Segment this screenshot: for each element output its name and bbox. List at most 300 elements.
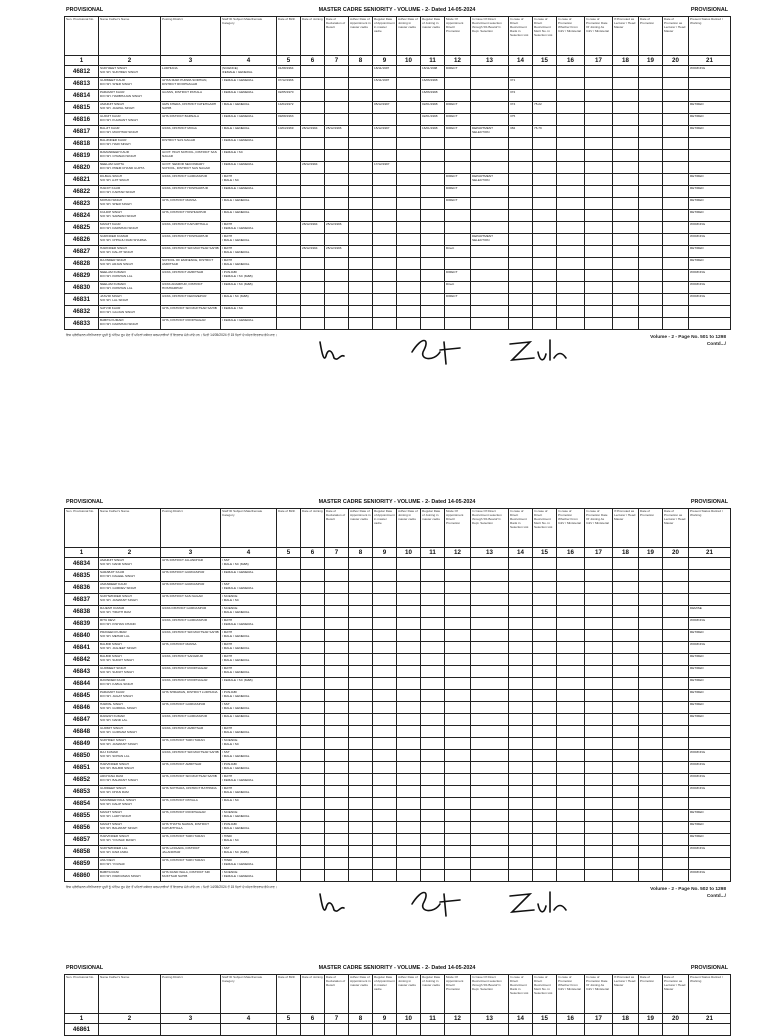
- cell-district: GSSS, DISTRICT SRI MUKTSAR SAHIB: [161, 246, 221, 258]
- page-header: [64, 4, 730, 16]
- cell-name: GURDEEP SINGH S/O SH. DHAN RAM: [99, 786, 161, 798]
- cell-staff: / PUNJABI / MALE / GENERAL: [221, 822, 277, 834]
- provisional-label-left: PROVISIONAL: [66, 965, 104, 971]
- table-row: [65, 222, 731, 234]
- cell-staff: / MALE / SC: [221, 798, 277, 810]
- cell-name: MANJIT KAUR D/O SH. DARSHAN SINGH: [99, 222, 161, 234]
- cell-merit: [533, 870, 557, 882]
- cell-reg-join: [421, 174, 445, 186]
- cell-sno: 46852: [65, 774, 99, 786]
- cell-sel: [471, 858, 509, 870]
- cell-promoted: [613, 306, 639, 318]
- cell-adhoc-appt: [349, 690, 373, 702]
- column-header: In case of Promotion Whether From C&V / Ministerial: [557, 975, 585, 1014]
- cell-adhoc-join: [397, 630, 421, 642]
- cell-merit: [533, 582, 557, 594]
- cell-cv-join: [585, 150, 613, 162]
- cell-adhoc-appt: [349, 138, 373, 150]
- cell-rank: [509, 582, 533, 594]
- cell-staff: / SCIENCE / MALE / SC: [221, 594, 277, 606]
- cell-staff: / SCIENCE / MALE / GENERAL: [221, 810, 277, 822]
- cell-merit: [533, 858, 557, 870]
- cell-cv-join: [585, 666, 613, 678]
- cell-dob: [277, 870, 301, 882]
- cell-status: RETIRED: [689, 246, 731, 258]
- cell-status: [689, 306, 731, 318]
- cell-dob: [277, 162, 301, 174]
- cell-dop: [639, 78, 663, 90]
- cell-cv-join: [585, 90, 613, 102]
- table-row: [65, 174, 731, 186]
- cell-dob: [277, 678, 301, 690]
- cell-rank: [509, 630, 533, 642]
- cell-from: [557, 810, 585, 822]
- signature-2: [404, 332, 474, 368]
- table-row: [65, 654, 731, 666]
- cell-reg-join: [421, 834, 445, 846]
- cell-merit: [533, 294, 557, 306]
- cell-name: HARINDER SINGH S/O SH. DALJIT SINGH: [99, 246, 161, 258]
- cell-dop-lect: [663, 246, 689, 258]
- cell-merit: [533, 114, 557, 126]
- cell-dop-lect: [663, 186, 689, 198]
- cell-doj: [301, 774, 325, 786]
- cell-district: GHS THATTA NAWAN, DISTRICT KAPURTHALA: [161, 822, 221, 834]
- cell-adhoc-appt: [349, 210, 373, 222]
- table-row: [65, 282, 731, 294]
- cell-from: [557, 90, 585, 102]
- cell-reg-appt: [373, 90, 397, 102]
- cell-mode: [445, 654, 471, 666]
- cell-district: GSSS, DISTRICT SANGRUR: [161, 654, 221, 666]
- column-header: If Promoted as Lecturer / Head Master: [613, 17, 639, 56]
- column-number-row: [65, 548, 731, 558]
- cell-cv-join: [585, 294, 613, 306]
- cell-sel: [471, 846, 509, 858]
- cell-rank: [509, 282, 533, 294]
- cell-sel: [471, 270, 509, 282]
- cell-name: MANINDER PAUL SINGH S/O SH. DALIP SINGH: [99, 798, 161, 810]
- cell-reg-appt: [373, 786, 397, 798]
- cell-adhoc-appt: [349, 762, 373, 774]
- cell-district: GHS, DISTRICT SRI MUKTSAR SAHIB: [161, 774, 221, 786]
- table-row: [65, 570, 731, 582]
- cell-reg-appt: [373, 750, 397, 762]
- cell-mode: [445, 810, 471, 822]
- cell-dop: [639, 774, 663, 786]
- cell-dob: [277, 282, 301, 294]
- cell-name: MANJIT SINGH S/O SH. BALWANT SINGH: [99, 822, 161, 834]
- cell-reg-join: [421, 762, 445, 774]
- cell-dob: 14/04/1972: [277, 102, 301, 114]
- cell-dop-lect: [663, 762, 689, 774]
- cell-doj: [301, 582, 325, 594]
- column-header: Mode Of Appointment Direct/ Promotion: [445, 975, 471, 1014]
- cell-doj: [301, 150, 325, 162]
- cell-cv-join: [585, 822, 613, 834]
- cell-cv-join: [585, 570, 613, 582]
- column-header-row: [65, 509, 731, 548]
- table-row: [65, 762, 731, 774]
- column-number: 15: [533, 1014, 557, 1024]
- column-number: 12: [445, 56, 471, 66]
- cell-reg-appt: [373, 810, 397, 822]
- cell-adhoc-appt: [349, 174, 373, 186]
- cell-adhoc-appt: [349, 726, 373, 738]
- cell-reg-appt: [373, 834, 397, 846]
- cell-reg-appt: [373, 318, 397, 330]
- cell-reg-join: [421, 750, 445, 762]
- cell-name: RAMANDEEP KAUR D/O SH. CHANAN SINGH: [99, 150, 161, 162]
- cell-dob: [277, 810, 301, 822]
- cell-dop-lect: [663, 570, 689, 582]
- cell-doj: [301, 810, 325, 822]
- column-number: 5: [277, 1014, 301, 1024]
- cell-reg-appt: [373, 630, 397, 642]
- cell-district: GHS, DISTRICT HOSHIARPUR: [161, 210, 221, 222]
- cell-dop-lect: [663, 582, 689, 594]
- cell-doj: [301, 786, 325, 798]
- cell-cv-join: [585, 630, 613, 642]
- cell-adhoc-join: [397, 210, 421, 222]
- cell-from: [557, 282, 585, 294]
- cell-cv-join: [585, 762, 613, 774]
- cell-district: GHS, DISTRICT ROOPNAGAR: [161, 810, 221, 822]
- cell-from: [557, 1024, 585, 1036]
- cell-adhoc-appt: [349, 66, 373, 78]
- cell-rank: [509, 270, 533, 282]
- cell-cv-join: [585, 786, 613, 798]
- cell-adhoc-join: [397, 294, 421, 306]
- cell-reg-appt: [373, 138, 397, 150]
- cell-doj: [301, 654, 325, 666]
- column-header: Regular Date of Appointment in master cadre: [373, 975, 397, 1014]
- provisional-label-right: PROVISIONAL: [690, 965, 728, 971]
- cell-mode: DIRECT: [445, 102, 471, 114]
- cell-reg-join: [421, 858, 445, 870]
- cell-dob: [277, 618, 301, 630]
- cell-merit: [533, 714, 557, 726]
- cell-adhoc-appt: [349, 678, 373, 690]
- cell-doj: [301, 678, 325, 690]
- column-number: 17: [585, 548, 613, 558]
- cell-decl: [325, 822, 349, 834]
- cell-dop-lect: [663, 1024, 689, 1036]
- cell-reg-join: [421, 186, 445, 198]
- cell-from: [557, 798, 585, 810]
- cell-reg-join: [421, 138, 445, 150]
- cell-dob: [277, 774, 301, 786]
- cell-status: [689, 162, 731, 174]
- cell-adhoc-appt: [349, 606, 373, 618]
- cell-reg-join: [421, 690, 445, 702]
- cell-promoted: [613, 174, 639, 186]
- column-header: Present Status Retired / Working: [689, 975, 731, 1014]
- table-row: [65, 750, 731, 762]
- cell-decl: [325, 114, 349, 126]
- cell-decl: [325, 186, 349, 198]
- cell-sel: [471, 618, 509, 630]
- cell-adhoc-join: [397, 126, 421, 138]
- column-header: Sen. Provisional No.: [65, 975, 99, 1014]
- cell-doj: [301, 114, 325, 126]
- cell-dop: [639, 702, 663, 714]
- cell-dop-lect: [663, 786, 689, 798]
- cell-sno: 46835: [65, 570, 99, 582]
- cell-cv-join: [585, 558, 613, 570]
- cell-name: HARJIT KAUR D/O SH. KARTAR SINGH: [99, 186, 161, 198]
- cell-dop: [639, 174, 663, 186]
- cell-status: WORKING: [689, 642, 731, 654]
- cell-mode: [445, 606, 471, 618]
- cell-dop-lect: [663, 726, 689, 738]
- cell-decl: [325, 582, 349, 594]
- cell-sel: DEPARTMENT SELECTION: [471, 126, 509, 138]
- cell-mode: [445, 798, 471, 810]
- cell-adhoc-join: [397, 90, 421, 102]
- cell-name: SUKHJEET SINGH S/O SH. SUKHDEV SINGH: [99, 66, 161, 78]
- cell-promoted: [613, 738, 639, 750]
- cell-from: [557, 246, 585, 258]
- cell-doj: [301, 846, 325, 858]
- provisional-label-left: PROVISIONAL: [66, 499, 104, 505]
- cell-dop-lect: [663, 870, 689, 882]
- cell-rank: [509, 1024, 533, 1036]
- cell-sel: [471, 258, 509, 270]
- cell-decl: [325, 306, 349, 318]
- cell-merit: [533, 834, 557, 846]
- cell-mode: [445, 714, 471, 726]
- cell-cv-join: [585, 282, 613, 294]
- cell-dob: [277, 306, 301, 318]
- cell-district: GHS, DISTRICT TARN TARAN: [161, 858, 221, 870]
- cell-reg-appt: 15/11/1997: [373, 78, 397, 90]
- column-header: Date of Declaration of Result: [325, 509, 349, 548]
- cell-reg-appt: [373, 186, 397, 198]
- cell-reg-appt: 05/12/1997: [373, 102, 397, 114]
- cell-dob: [277, 666, 301, 678]
- cell-dop: [639, 630, 663, 642]
- cell-status: RETIRED: [689, 126, 731, 138]
- cell-adhoc-join: [397, 798, 421, 810]
- cell-adhoc-appt: [349, 306, 373, 318]
- cell-reg-join: [421, 738, 445, 750]
- cell-cv-join: [585, 198, 613, 210]
- cell-dop-lect: [663, 594, 689, 606]
- cell-merit: [533, 222, 557, 234]
- column-header: In case of Direct Recruitment Rank in Selection List: [509, 509, 533, 548]
- cell-decl: [325, 270, 349, 282]
- cell-dop: [639, 618, 663, 630]
- cell-sel: [471, 714, 509, 726]
- table-row: [65, 594, 731, 606]
- cell-merit: [533, 258, 557, 270]
- cell-sel: [471, 606, 509, 618]
- cell-dob: [277, 858, 301, 870]
- cell-adhoc-appt: [349, 834, 373, 846]
- cell-reg-appt: [373, 174, 397, 186]
- page-2: [64, 496, 730, 936]
- column-number: 11: [421, 56, 445, 66]
- cell-district: GHS DISTRICT GURDASPUR: [161, 570, 221, 582]
- cell-dop-lect: [663, 798, 689, 810]
- cell-from: [557, 774, 585, 786]
- cell-rank: [509, 294, 533, 306]
- cell-staff: / MALE / GENERAL: [221, 102, 277, 114]
- cell-dop: [639, 210, 663, 222]
- column-header: Sen. Provisional No.: [65, 17, 99, 56]
- column-header: Sen. Provisional No.: [65, 509, 99, 548]
- cell-from: [557, 162, 585, 174]
- cell-district: GSSS, DISTRICT HOSHIARPUR: [161, 186, 221, 198]
- cell-cv-join: [585, 726, 613, 738]
- cell-mode: [445, 750, 471, 762]
- cell-decl: [325, 726, 349, 738]
- cell-name: RAVINDER KAUR D/O SH. KABUL SINGH: [99, 678, 161, 690]
- cell-dob: [277, 270, 301, 282]
- cell-dop: [639, 114, 663, 126]
- cell-reg-join: [421, 846, 445, 858]
- cell-sel: [471, 738, 509, 750]
- cell-reg-join: [421, 822, 445, 834]
- cell-district: GHS, DISTRICT TARN TARAN: [161, 738, 221, 750]
- cell-decl: 25/12/1996: [325, 246, 349, 258]
- cell-decl: [325, 318, 349, 330]
- cell-doj: [301, 102, 325, 114]
- cell-name: BALBIR SINGH S/O SH. JAGJEET SINGH: [99, 642, 161, 654]
- cell-dop: [639, 870, 663, 882]
- cell-from: [557, 606, 585, 618]
- cell-from: [557, 822, 585, 834]
- column-header: Date of Promotion: [639, 509, 663, 548]
- cell-dop-lect: [663, 834, 689, 846]
- cell-district: GHSS MARI PURWA SODHIAN, DISTRICT ROOPNAGAR: [161, 78, 221, 90]
- cell-adhoc-join: [397, 702, 421, 714]
- cell-dop-lect: [663, 654, 689, 666]
- table-row: [65, 198, 731, 210]
- cell-mode: [445, 558, 471, 570]
- cell-sno: 46849: [65, 738, 99, 750]
- cell-sno: 46848: [65, 726, 99, 738]
- table-row: [65, 702, 731, 714]
- cell-sel: [471, 102, 509, 114]
- cell-from: [557, 294, 585, 306]
- cell-reg-appt: [373, 570, 397, 582]
- cell-dop-lect: [663, 846, 689, 858]
- column-header: Present Status Retired / Working: [689, 509, 731, 548]
- cell-dop: [639, 834, 663, 846]
- column-number: 3: [161, 548, 221, 558]
- column-number: 21: [689, 56, 731, 66]
- cell-status: [689, 738, 731, 750]
- cell-cv-join: [585, 258, 613, 270]
- cell-promoted: [613, 678, 639, 690]
- cell-staff: / MATH / MALE / GENERAL: [221, 258, 277, 270]
- cell-merit: [533, 210, 557, 222]
- cell-sel: [471, 630, 509, 642]
- cell-reg-appt: [373, 690, 397, 702]
- cell-sel: [471, 246, 509, 258]
- cell-adhoc-join: [397, 858, 421, 870]
- cell-from: [557, 186, 585, 198]
- cell-dob: 10/04/1969: [277, 126, 301, 138]
- cell-adhoc-join: [397, 234, 421, 246]
- cell-dob: 02/05/1970: [277, 90, 301, 102]
- cell-dob: [277, 726, 301, 738]
- cell-sel: [471, 162, 509, 174]
- cell-sel: [471, 870, 509, 882]
- cell-decl: [325, 774, 349, 786]
- cell-district: GSSS, DISTRICT ROOPNAGAR: [161, 678, 221, 690]
- cell-sel: [471, 1024, 509, 1036]
- cell-mode: [445, 858, 471, 870]
- cell-decl: [325, 798, 349, 810]
- cell-sno: 46827: [65, 246, 99, 258]
- cell-reg-join: [421, 282, 445, 294]
- column-header: If Promoted as Lecturer / Head Master: [613, 509, 639, 548]
- cell-cv-join: [585, 738, 613, 750]
- cell-staff: / MALE / SC (M&B): [221, 294, 277, 306]
- cell-dop: [639, 822, 663, 834]
- cell-dop-lect: [663, 822, 689, 834]
- continued-label: Contd.../: [706, 342, 726, 347]
- cell-cv-join: [585, 114, 613, 126]
- cell-dob: [277, 834, 301, 846]
- cell-sno: 46820: [65, 162, 99, 174]
- cell-sno: 46843: [65, 666, 99, 678]
- cell-reg-join: 16/06/1998: [421, 90, 445, 102]
- cell-sel: [471, 138, 509, 150]
- cell-decl: [325, 666, 349, 678]
- column-number: 20: [663, 548, 689, 558]
- cell-adhoc-appt: [349, 318, 373, 330]
- cell-staff: / FEMALE / SC (M&B): [221, 678, 277, 690]
- cell-dop-lect: [663, 78, 689, 90]
- cell-doj: 28/12/1994: [301, 222, 325, 234]
- cell-doj: [301, 690, 325, 702]
- cell-staff: / SST / MALE / SC (M&B): [221, 846, 277, 858]
- column-number-row: [65, 1014, 731, 1024]
- cell-merit: [533, 594, 557, 606]
- cell-dob: [277, 294, 301, 306]
- cell-district: GHS, DISTRICT GURDASPUR: [161, 702, 221, 714]
- cell-dop-lect: [663, 294, 689, 306]
- cell-name: BALBIR SINGH S/O SH. SURJIT SINGH: [99, 654, 161, 666]
- cell-rank: [509, 810, 533, 822]
- cell-doj: [301, 642, 325, 654]
- cell-adhoc-appt: [349, 750, 373, 762]
- cell-status: [689, 90, 731, 102]
- cell-dop: [639, 714, 663, 726]
- cell-promoted: [613, 750, 639, 762]
- cell-staff: / MALE / GENERAL: [221, 126, 277, 138]
- cell-district: GHS DAND WALA, DISTRICT SRI MUKTSAR SAHIB: [161, 870, 221, 882]
- cell-status: [689, 150, 731, 162]
- cell-dob: [277, 258, 301, 270]
- cell-reg-join: [421, 870, 445, 882]
- cell-name: AMARJIT SINGH S/O SH. NAND SINGH: [99, 558, 161, 570]
- column-number: 19: [639, 1014, 663, 1024]
- signature-3: [504, 332, 574, 368]
- column-number: 8: [349, 548, 373, 558]
- cell-sno: 46838: [65, 606, 99, 618]
- column-number: 8: [349, 56, 373, 66]
- table-row: [65, 270, 731, 282]
- table-row: [65, 582, 731, 594]
- cell-dop: [639, 558, 663, 570]
- cell-sno: 46857: [65, 834, 99, 846]
- cell-doj: [301, 198, 325, 210]
